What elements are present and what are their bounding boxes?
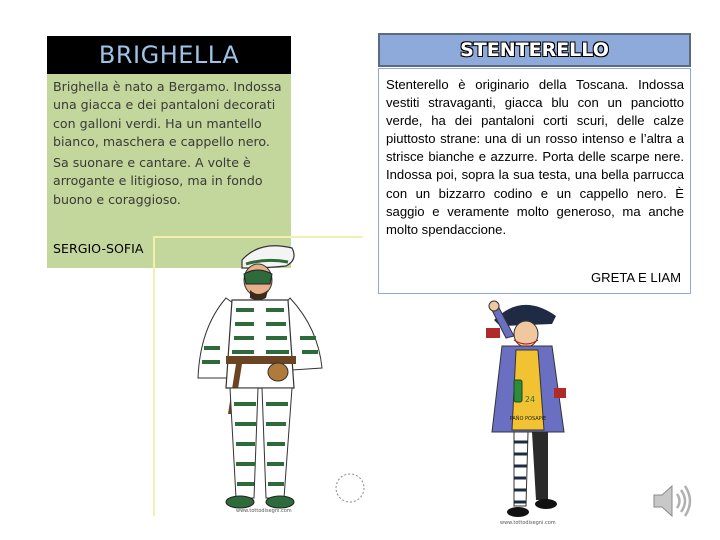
- stenterello-authors: GRETA E LIAM: [591, 270, 681, 285]
- frame-line-vertical: [153, 236, 155, 516]
- vest-lettering-text: PAÑO POSAPIE: [509, 416, 547, 422]
- vest-lettering-number: 24: [524, 395, 536, 404]
- brighella-image-credit: www.tottodisegni.com: [236, 508, 292, 514]
- brighella-paragraph-2: Sa suonare e cantare. A volte è arrogante e litigioso, ma in fondo buono e coraggioso.: [53, 155, 263, 207]
- brighella-title: BRIGHELLA: [47, 36, 291, 74]
- stenterello-image-credit: www.tottodisegni.com: [500, 520, 556, 526]
- brighella-illustration: [180, 238, 370, 518]
- speaker-icon[interactable]: [648, 478, 694, 524]
- stenterello-illustration: [470, 292, 590, 528]
- brighella-paragraph-1: Brighella è nato a Bergamo. Indossa una giacca e dei pantaloni decorati con galloni verdi. Ha un mantello bianco, maschera e cappello nero.: [53, 79, 282, 149]
- brighella-authors: SERGIO-SOFIA: [53, 241, 144, 256]
- stenterello-title: STENTERELLO: [378, 33, 691, 67]
- stenterello-description: Stenterello è originario della Toscana. Indossa vestiti stravaganti, giacca blu con un panciotto verde, ha dei pantaloni corti scuri, delle calze piuttosto strane: una di un rosso intenso e l’altra a strisce bianche e azzurre. Porta delle scarpe nere. Indossa poi, sopra la sua testa, una bella parrucca con un bizzarro codino e un cappello nero. È saggio e veramente molto generoso, ma anche molto spendaccione.: [386, 77, 684, 237]
- brighella-description: [53, 78, 287, 212]
